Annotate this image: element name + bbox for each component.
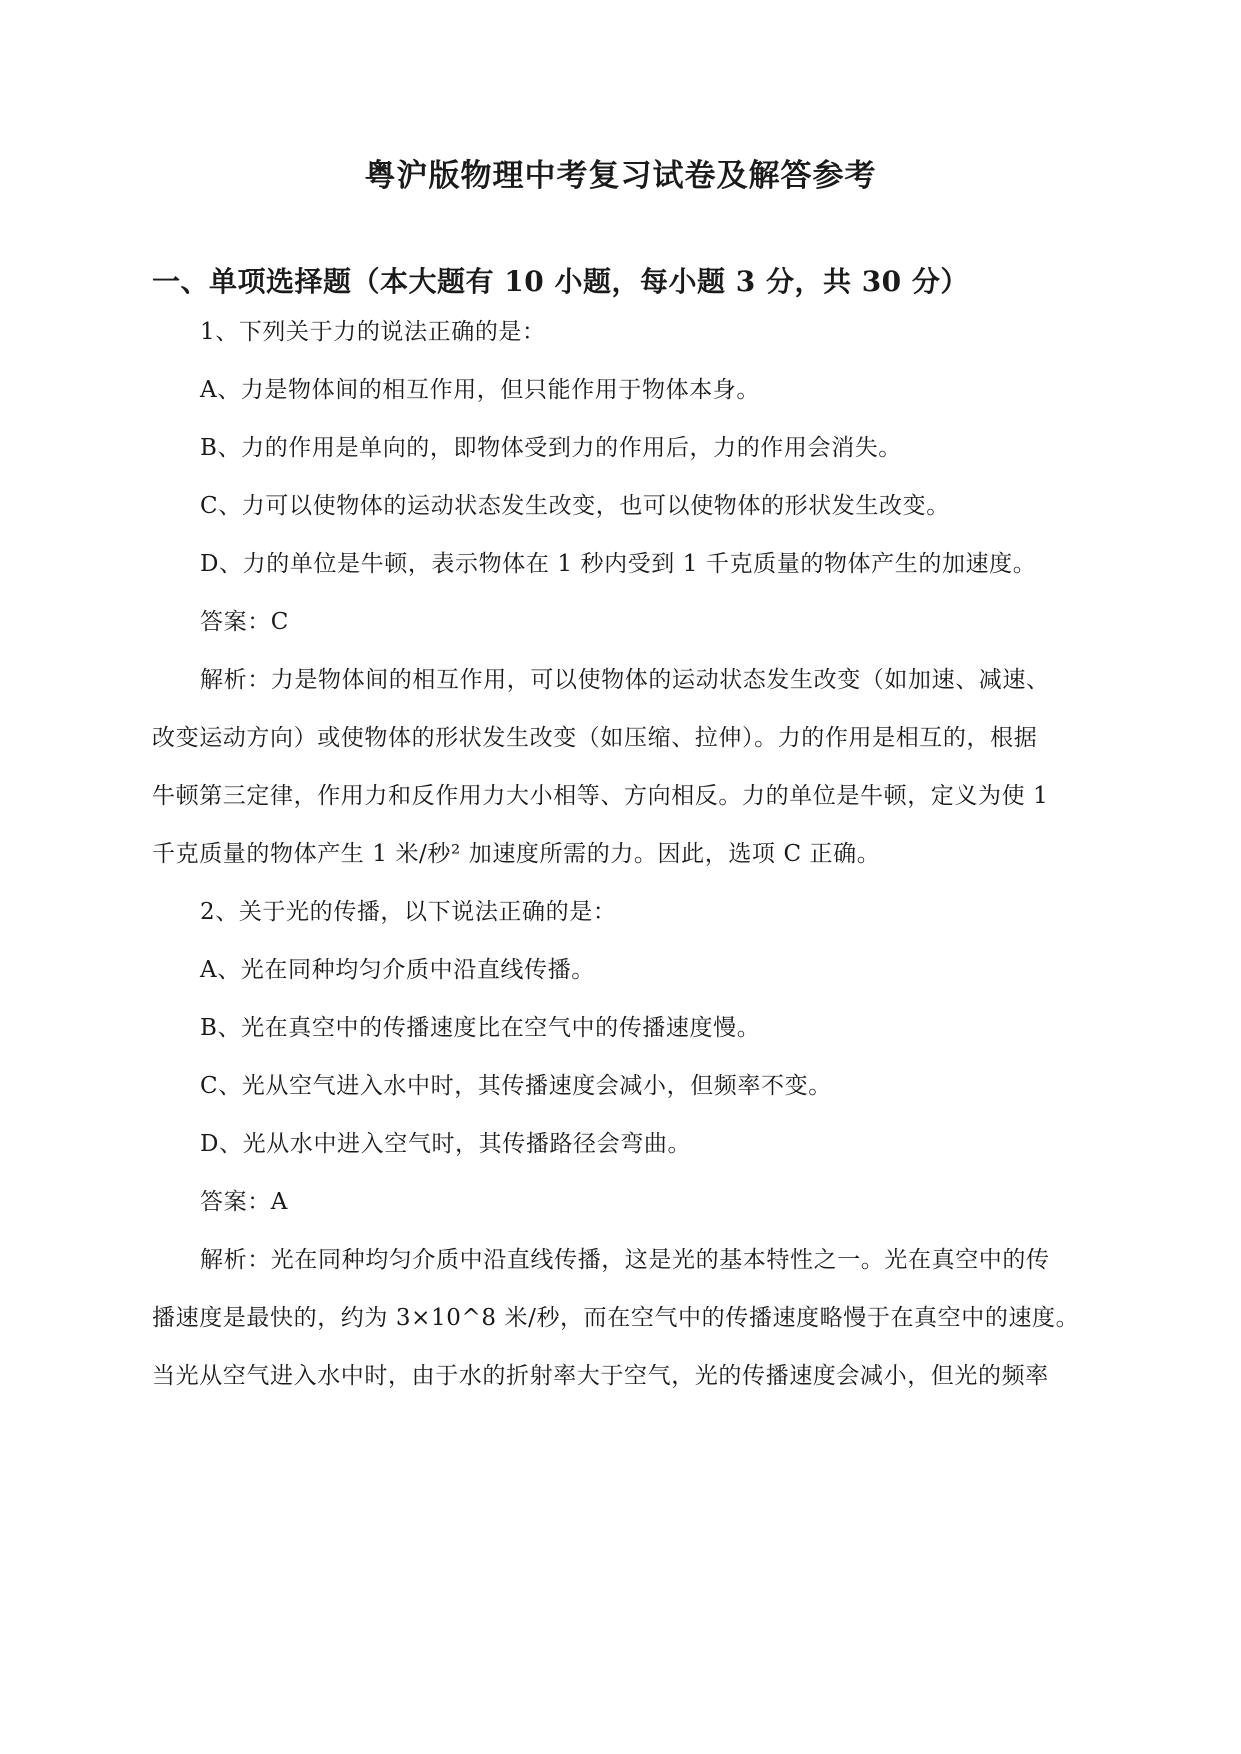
question-1-option-b: B、力的作用是单向的，即物体受到力的作用后，力的作用会消失。 <box>200 435 902 461</box>
question-2-analysis-line: 播速度是最快的，约为 3×10^8 米/秒，而在空气中的传播速度略慢于在真空中的速度。 <box>152 1305 1080 1331</box>
question-1-analysis-line: 解析：力是物体间的相互作用，可以使物体的运动状态发生改变（如加速、减速、 <box>200 667 1050 693</box>
question-2-stem: 2、关于光的传播，以下说法正确的是： <box>200 899 617 925</box>
section-heading: 一、单项选择题（本大题有 10 小题，每小题 3 分，共 30 分） <box>152 265 969 298</box>
question-1-answer: 答案：C <box>200 609 289 635</box>
question-2-option-a: A、光在同种均匀介质中沿直线传播。 <box>200 957 595 983</box>
question-2-analysis-line: 当光从空气进入水中时，由于水的折射率大于空气，光的传播速度会减小，但光的频率 <box>152 1363 1049 1389</box>
question-1-analysis-line: 改变运动方向）或使物体的形状发生改变（如压缩、拉伸）。力的作用是相互的，根据 <box>152 725 1038 751</box>
question-1-analysis-line: 牛顿第三定律，作用力和反作用力大小相等、方向相反。力的单位是牛顿，定义为使 1 <box>152 783 1049 809</box>
document-title: 粤沪版物理中考复习试卷及解答参考 <box>364 158 877 194</box>
question-1-option-a: A、力是物体间的相互作用，但只能作用于物体本身。 <box>200 377 761 403</box>
question-1-stem: 1、下列关于力的说法正确的是： <box>200 319 546 345</box>
question-2-option-b: B、光在真空中的传播速度比在空气中的传播速度慢。 <box>200 1015 761 1041</box>
question-1-option-d: D、力的单位是牛顿，表示物体在 1 秒内受到 1 千克质量的物体产生的加速度。 <box>200 551 1037 577</box>
question-2-option-c: C、光从空气进入水中时，其传播速度会减小，但频率不变。 <box>200 1073 832 1099</box>
question-1-option-c: C、力可以使物体的运动状态发生改变，也可以使物体的形状发生改变。 <box>200 493 950 519</box>
question-2-answer: 答案：A <box>200 1189 289 1215</box>
question-2-analysis-line: 解析：光在同种均匀介质中沿直线传播，这是光的基本特性之一。光在真空中的传 <box>200 1247 1050 1273</box>
question-1-analysis-line: 千克质量的物体产生 1 米/秒² 加速度所需的力。因此，选项 C 正确。 <box>152 841 881 867</box>
question-2-option-d: D、光从水中进入空气时，其传播路径会弯曲。 <box>200 1131 692 1157</box>
